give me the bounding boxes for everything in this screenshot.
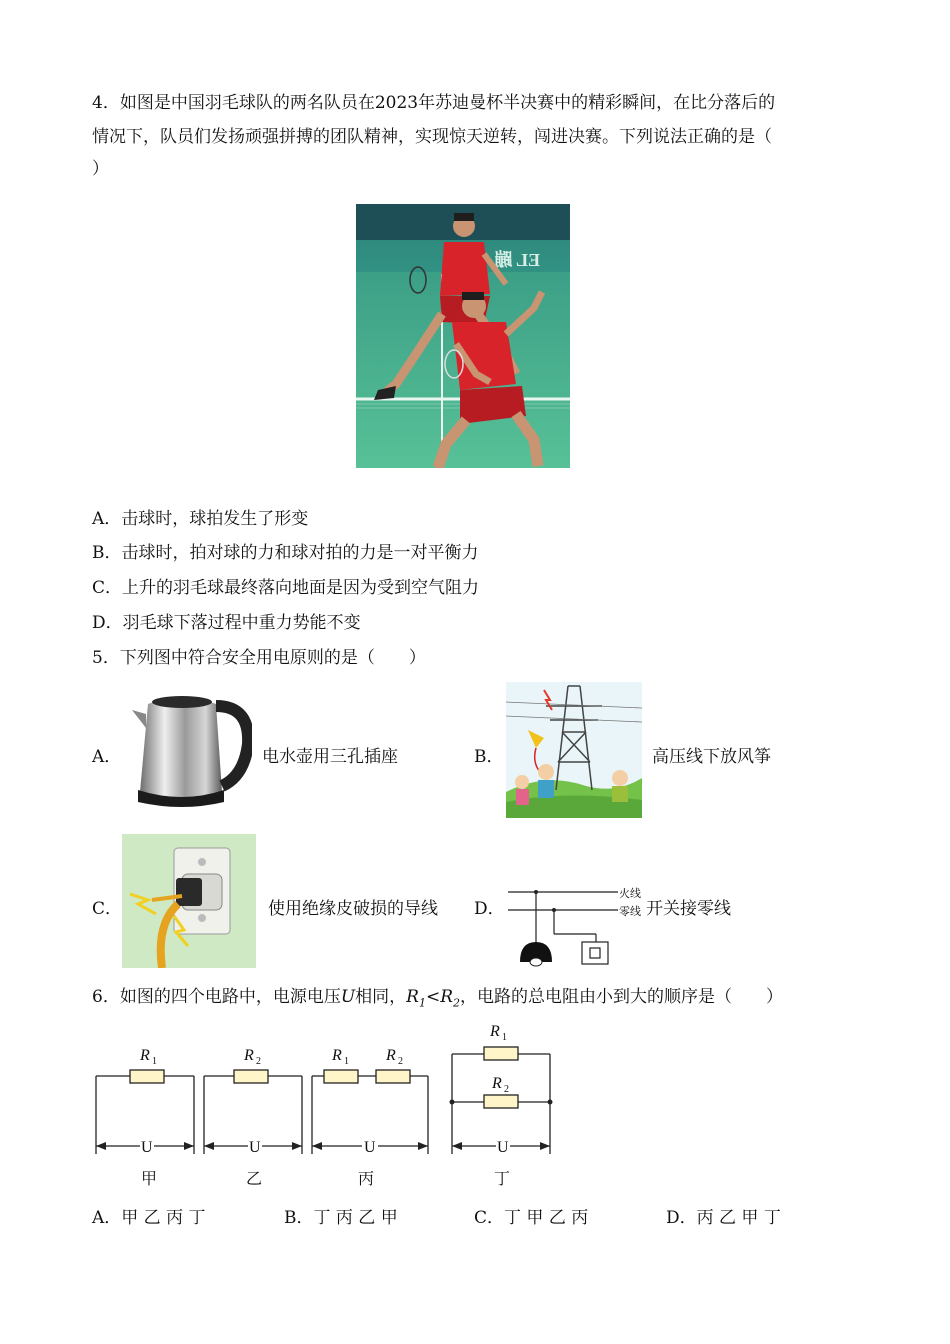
q4-stem-line3: ） [92, 159, 109, 179]
q6-stem-part-c: ，电路的总电阻由小到大的顺序是（ ） [460, 987, 784, 1007]
c1-r-sub: 1 [152, 1056, 157, 1067]
kettle-image [128, 684, 252, 812]
q6-option-a: A．甲 乙 丙 丁 [92, 1208, 206, 1228]
q6-stem-lt: < [425, 987, 441, 1007]
c2-r-sub: 2 [256, 1056, 261, 1067]
q5-option-c-text: 使用绝缘皮破损的导线 [268, 899, 438, 919]
c4-r2-sub: 2 [504, 1084, 509, 1095]
q6-stem-r2-sub: 2 [453, 996, 461, 1010]
c4-name: 丁 [494, 1171, 511, 1188]
q6-option-b: B．丁 丙 乙 甲 [284, 1208, 398, 1228]
q6-stem-part-b: 相同， [355, 987, 407, 1007]
c4-r2-label: R [492, 1075, 502, 1092]
q6-stem-r1-sub: 1 [418, 996, 426, 1010]
svg-text:EL 蹦: EL 蹦 [494, 250, 540, 270]
q5-option-c-letter: C． [92, 899, 123, 919]
c3-r2-sub: 2 [398, 1056, 403, 1067]
q5-option-a-text: 电水壶用三孔插座 [262, 747, 398, 767]
q6-option-d: D．丙 乙 甲 丁 [666, 1208, 781, 1228]
c1-r-label: R [140, 1047, 150, 1064]
q5-option-b-text: 高压线下放风筝 [652, 747, 771, 767]
c4-u-label: U [497, 1139, 509, 1156]
q6-option-c: C．丁 甲 乙 丙 [474, 1208, 589, 1228]
q6-stem-r2: R [440, 987, 454, 1007]
q5-fig-d-neutral-label: 零线 [619, 905, 641, 918]
q6-stem-part-a: 6．如图的四个电路中，电源电压 [92, 987, 341, 1007]
c3-r1-sub: 1 [344, 1056, 349, 1067]
c2-r-label: R [244, 1047, 254, 1064]
c3-r2-label: R [386, 1047, 396, 1064]
q6-stem-u: U [340, 987, 356, 1007]
c2-u-label: U [249, 1139, 261, 1156]
q4-option-c: C．上升的羽毛球最终落向地面是因为受到空气阻力 [92, 578, 480, 598]
c3-name: 丙 [358, 1171, 375, 1188]
q5-fig-d-live-label: 火线 [619, 887, 641, 900]
c3-r1-label: R [332, 1047, 342, 1064]
q4-option-d: D．羽毛球下落过程中重力势能不变 [92, 613, 361, 633]
badminton-photo [356, 204, 570, 468]
q5-option-d-text: 开关接零线 [646, 899, 731, 919]
damaged-wire-image [122, 834, 256, 968]
q5-option-d-letter: D． [474, 899, 505, 919]
q6-stem-r1: R [406, 987, 419, 1007]
q5-stem: 5．下列图中符合安全用电原则的是（ ） [92, 648, 426, 668]
c4-r1-label: R [490, 1023, 500, 1040]
q5-option-b-letter: B． [474, 747, 504, 767]
q6-circuits-figure [90, 1014, 560, 1194]
c2-name: 乙 [246, 1171, 263, 1188]
q5-option-a-letter: A． [92, 747, 122, 767]
q4-stem-line1: 4．如图是中国羽毛球队的两名队员在2023年苏迪曼杯半决赛中的精彩瞬间，在比分落后的 [92, 93, 776, 113]
c4-r1-sub: 1 [502, 1032, 507, 1043]
q4-option-b: B．击球时，拍对球的力和球对拍的力是一对平衡力 [92, 543, 479, 563]
q4-option-a: A．击球时，球拍发生了形变 [92, 509, 309, 529]
q4-stem-line2: 情况下，队员们发扬顽强拼搏的团队精神，实现惊天逆转，闯进决赛。下列说法正确的是（ [92, 127, 772, 147]
c1-u-label: U [141, 1139, 153, 1156]
power-line-kite-image [506, 682, 642, 818]
c3-u-label: U [364, 1139, 376, 1156]
c1-name: 甲 [141, 1171, 158, 1188]
